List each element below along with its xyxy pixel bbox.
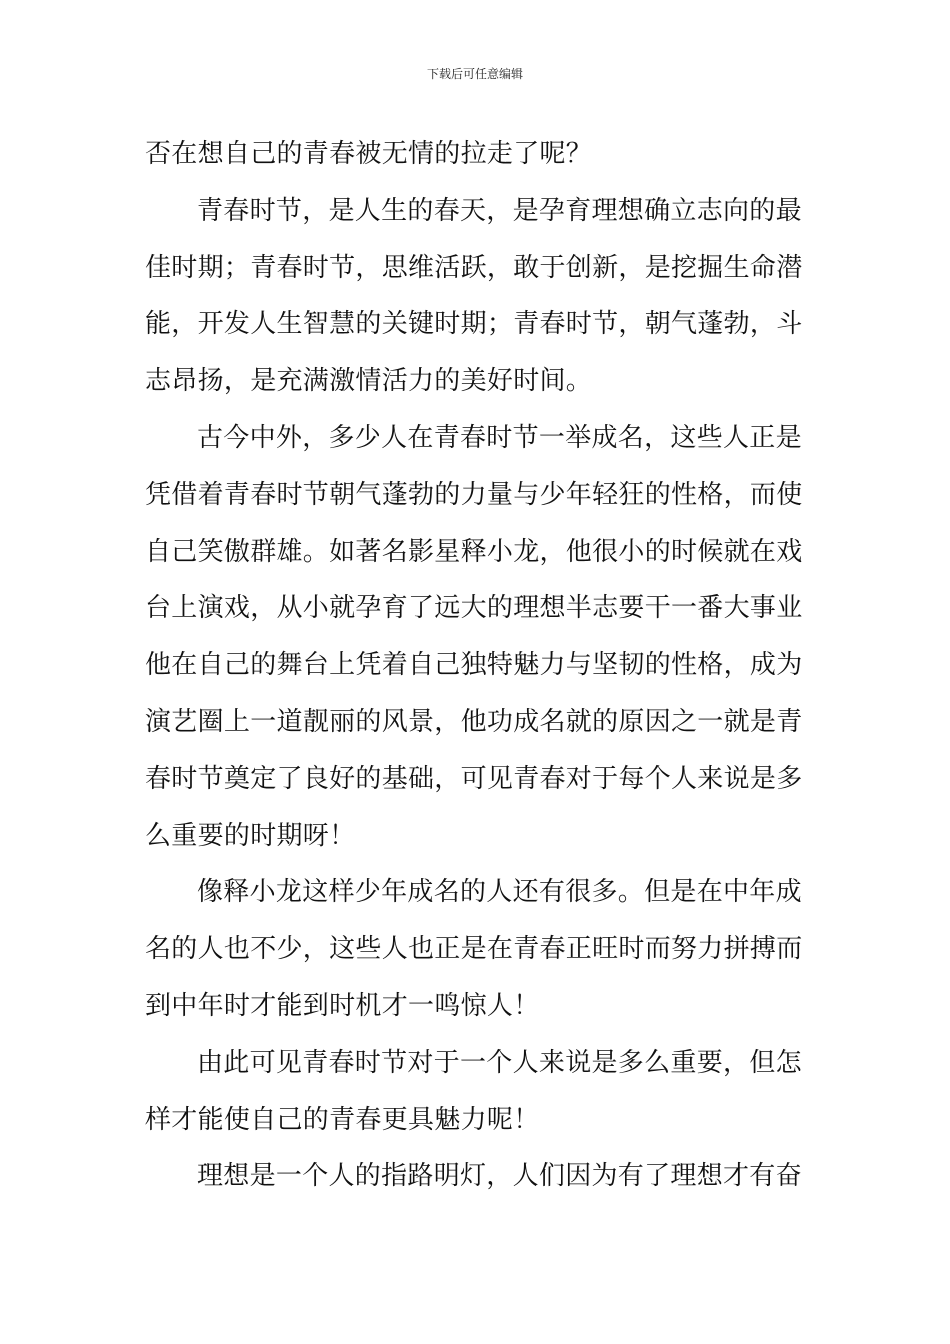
paragraph-6 — [145, 1148, 806, 1205]
text-line: 么重要的时期呀！ — [145, 820, 356, 851]
text-line: 理想是一个人的指路明灯，人们因为有了理想才有奋 — [197, 1161, 802, 1192]
text-line: 到中年时才能到时机才一鸣惊人！ — [145, 990, 540, 1021]
paragraph-2 — [145, 183, 806, 410]
page-header: 下载后可任意编辑 — [426, 67, 523, 81]
text-line: 佳时期；青春时节，思维活跃，敢于创新，是挖掘生命潜 — [145, 252, 803, 283]
text-line: 自己笑傲群雄。如著名影星释小龙，他很小的时候就在戏 — [145, 536, 803, 567]
text-line: 凭借着青春时节朝气蓬勃的力量与少年轻狂的性格，而使 — [145, 479, 803, 510]
paragraph-1 — [145, 126, 806, 183]
text-line: 演艺圈上一道靓丽的风景，他功成名就的原因之一就是青 — [145, 706, 803, 737]
paragraph-5 — [145, 1035, 806, 1149]
text-line: 样才能使自己的青春更具魅力呢！ — [145, 1104, 540, 1135]
paragraph-4 — [145, 864, 806, 1034]
paragraph-3 — [145, 410, 806, 864]
text-line: 台上演戏，从小就孕育了远大的理想半志要干一番大事业 — [145, 593, 803, 624]
text-line: 否在想自己的青春被无情的拉走了呢？ — [145, 139, 593, 169]
document-body — [145, 126, 806, 1205]
text-line: 由此可见青春时节对于一个人来说是多么重要，但怎 — [197, 1047, 802, 1078]
text-line: 古今中外，多少人在青春时节一举成名，这些人正是 — [197, 422, 802, 453]
text-line: 志昂扬，是充满激情活力的美好时间。 — [145, 366, 593, 397]
text-line: 他在自己的舞台上凭着自己独特魅力与坚韧的性格，成为 — [145, 650, 803, 681]
text-line: 青春时节，是人生的春天，是孕育理想确立志向的最 — [197, 195, 802, 226]
text-line: 像释小龙这样少年成名的人还有很多。但是在中年成 — [197, 877, 802, 908]
text-line: 名的人也不少，这些人也正是在青春正旺时而努力拼搏而 — [145, 934, 803, 965]
text-line: 春时节奠定了良好的基础，可见青春对于每个人来说是多 — [145, 763, 803, 794]
text-line: 能，开发人生智慧的关键时期；青春时节，朝气蓬勃，斗 — [145, 309, 803, 340]
